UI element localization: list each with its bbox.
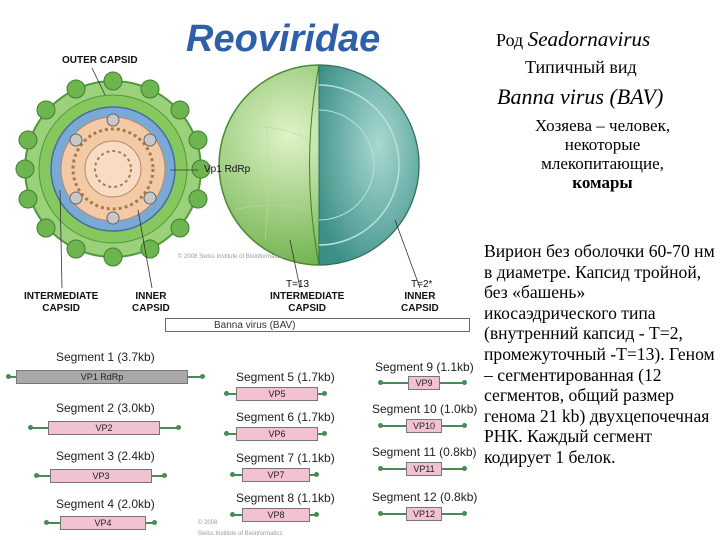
virion-description: Вирион без оболочки 60-70 нм в диаметре. Капсид тройной, без «башень» икосаэдрического типа (внутренний капсид - T=2, промежуточный -T=13). Геном – сегментированная (12 сегментов, общий размер генома 21 kb) двухцепочечная РНК. Каждый сегмент кодирует 1 белок. xyxy=(484,241,715,467)
segment-9-dot-left xyxy=(378,380,383,385)
footer-copyright-2: Swiss Institute of Bioinformatics xyxy=(198,531,283,537)
label-inner-capsid-left xyxy=(132,291,170,315)
segment-12-title: Segment 12 (0.8kb) xyxy=(372,490,478,504)
page-title: Reoviridae xyxy=(186,18,381,60)
segment-10-protein: VP10 xyxy=(406,419,442,433)
label-inner-capsid-right xyxy=(401,291,439,315)
hosts-line-2: некоторые xyxy=(564,135,641,154)
segment-2-dot-left xyxy=(28,425,33,430)
inner-left-line-2: CAPSID xyxy=(132,303,170,314)
genome-segments xyxy=(0,340,480,540)
segment-1-protein: VP1 RdRp xyxy=(16,370,188,384)
segment-4-title: Segment 4 (2.0kb) xyxy=(56,497,155,511)
segment-3-protein: VP3 xyxy=(50,469,152,483)
segment-7-protein: VP7 xyxy=(242,468,310,482)
segment-11-dot-right xyxy=(462,466,467,471)
segment-3-dot-left xyxy=(34,473,39,478)
genus-line xyxy=(496,27,650,52)
segment-11-dot-left xyxy=(378,466,383,471)
species-label: Типичный вид xyxy=(525,57,637,77)
segment-6-dot-left xyxy=(224,431,229,436)
segment-6-dot-right xyxy=(322,431,327,436)
segment-1-dot-right xyxy=(200,374,205,379)
segment-12-dot-left xyxy=(378,511,383,516)
segment-8-title: Segment 8 (1.1kb) xyxy=(236,491,335,505)
genus-name: Seadornavirus xyxy=(527,27,651,51)
label-intermediate-capsid-left xyxy=(24,291,98,315)
segment-12-protein: VP12 xyxy=(406,507,442,521)
label-t13: T=13 xyxy=(286,279,310,290)
bav-label-box: Banna virus (BAV) xyxy=(165,318,470,332)
label-outer-capsid: OUTER CAPSID xyxy=(62,55,138,66)
footer-copyright-1: © 2008 xyxy=(198,520,218,526)
label-t2: T=2* xyxy=(411,279,433,290)
segment-9-dot-right xyxy=(462,380,467,385)
segment-11-title: Segment 11 (0.8kb) xyxy=(372,445,477,459)
inner-right-line-2: CAPSID xyxy=(401,303,439,314)
segment-7-dot-right xyxy=(314,472,319,477)
segment-2-protein: VP2 xyxy=(48,421,160,435)
segment-8-protein: VP8 xyxy=(242,508,310,522)
diagram-copyright: © 2008 Swiss Institute of Bioinformatics xyxy=(178,254,284,260)
inner-left-line-1: INNER xyxy=(135,291,167,302)
segment-8-dot-right xyxy=(314,512,319,517)
segment-1-title: Segment 1 (3.7kb) xyxy=(56,350,155,364)
segment-4-protein: VP4 xyxy=(60,516,146,530)
segment-7-dot-left xyxy=(230,472,235,477)
intermediate-right-line-2: CAPSID xyxy=(288,303,327,314)
segment-6-title: Segment 6 (1.7kb) xyxy=(236,410,335,424)
genus-label: Род xyxy=(496,30,524,50)
segment-11-protein: VP11 xyxy=(406,462,442,476)
segment-9-title: Segment 9 (1.1kb) xyxy=(375,360,474,374)
hosts-line-1: Хозяева – человек, xyxy=(534,116,671,135)
cross-section-diagram xyxy=(16,72,210,266)
label-vp1-rdrp: Vp1 RdRp xyxy=(204,164,251,175)
segment-1-dot-left xyxy=(6,374,11,379)
segment-3-dot-right xyxy=(162,473,167,478)
segment-5-protein: VP5 xyxy=(236,387,318,401)
segment-10-dot-left xyxy=(378,423,383,428)
segment-4-dot-left xyxy=(44,520,49,525)
segment-5-title: Segment 5 (1.7kb) xyxy=(236,370,335,384)
segment-2-title: Segment 2 (3.0kb) xyxy=(56,401,155,415)
intermediate-right-line-1: INTERMEDIATE xyxy=(270,291,345,302)
intermediate-left-line-2: CAPSID xyxy=(42,303,81,314)
segment-3-title: Segment 3 (2.4kb) xyxy=(56,449,155,463)
intermediate-left-line-1: INTERMEDIATE xyxy=(24,291,99,302)
segment-12-dot-right xyxy=(462,511,467,516)
hosts-line-4: комары xyxy=(572,173,633,192)
segment-10-dot-right xyxy=(462,423,467,428)
segment-5-dot-right xyxy=(322,391,327,396)
inner-right-line-1: INNER xyxy=(404,291,436,302)
segment-9-protein: VP9 xyxy=(408,376,440,390)
segment-5-dot-left xyxy=(224,391,229,396)
hosts-line-3: млекопитающие, xyxy=(541,154,664,173)
segment-4-dot-right xyxy=(152,520,157,525)
segment-6-protein: VP6 xyxy=(236,427,318,441)
species-name: Banna virus (BAV) xyxy=(497,84,664,109)
label-intermediate-capsid-right xyxy=(270,291,344,315)
segment-7-title: Segment 7 (1.1kb) xyxy=(236,451,335,465)
segment-8-dot-left xyxy=(230,512,235,517)
segment-10-title: Segment 10 (1.0kb) xyxy=(372,402,478,416)
segment-2-dot-right xyxy=(176,425,181,430)
hosts-text xyxy=(500,116,705,192)
